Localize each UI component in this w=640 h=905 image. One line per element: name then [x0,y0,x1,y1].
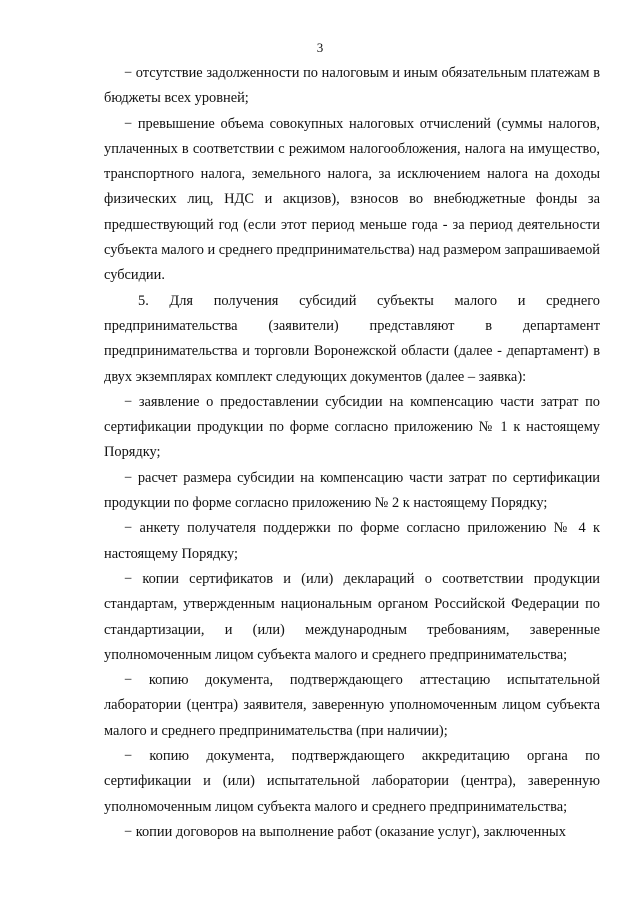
paragraph-subsidy-calculation: − расчет размера субсидии на компенсацию части затрат по сертификации продукции по форме согласно приложению № 2 к настоящему Порядку; [104,469,600,512]
body-text [104,61,600,845]
paragraph-accreditation: − копию документа, подтверждающего аккредитацию органа по сертификации и (или) испытательной лаборатории (центра), заверенную уполномоченным лицом субъекта малого и среднего предпринимательства; [104,748,600,815]
paragraph-item-5-application-package: 5. Для получения субсидий субъекты малого и среднего предпринимательства (заявители) представляют в департамент предпринимательства и торговли Воронежской области (далее - департамент) в двух экземплярах комплект следующих документов (далее – заявка): [104,292,600,385]
paragraph-lab-attestation: − копию документа, подтверждающего аттестацию испытательной лаборатории (центра) заявителя, заверенную уполномоченным лицом субъекта малого и среднего предпринимательства (при наличии); [104,672,600,739]
paragraph-tax-exceeds-subsidy: − превышение объема совокупных налоговых отчислений (суммы налогов, уплаченных в соответствии с режимом налогообложения, налога на имущество, транспортного налога, земельного налога, за исключением налога на доходы физических лиц, НДС и акцизов), взносов во внебюджетные фонды за предшествующий год (если этот период меньше года - за период деятельности субъекта малого и среднего предпринимательства) над размером запрашиваемой субсидии. [104,115,600,284]
paragraph-application-form: − заявление о предоставлении субсидии на компенсацию части затрат по сертификации продукции по форме согласно приложению № 1 к настоящему Порядку; [104,393,600,461]
page-number: 3 [316,40,324,55]
paragraph-contract-copies: − копии договоров на выполнение работ (оказание услуг), заключенных [124,823,566,840]
paragraph-certificate-copies: − копии сертификатов и (или) деклараций о соответствии продукции стандартам, утвержденным национальным органом Российской Федерации по стандартизации, и (или) международным требованиям, заверенные уполномоченным лицом субъекта малого и среднего предпринимательства; [104,570,600,663]
paragraph-no-tax-debt: − отсутствие задолженности по налоговым и иным обязательным платежам в бюджеты всех уровней; [104,65,600,107]
paragraph-recipient-questionnaire: − анкету получателя поддержки по форме согласно приложению № 4 к настоящему Порядку; [104,520,600,562]
